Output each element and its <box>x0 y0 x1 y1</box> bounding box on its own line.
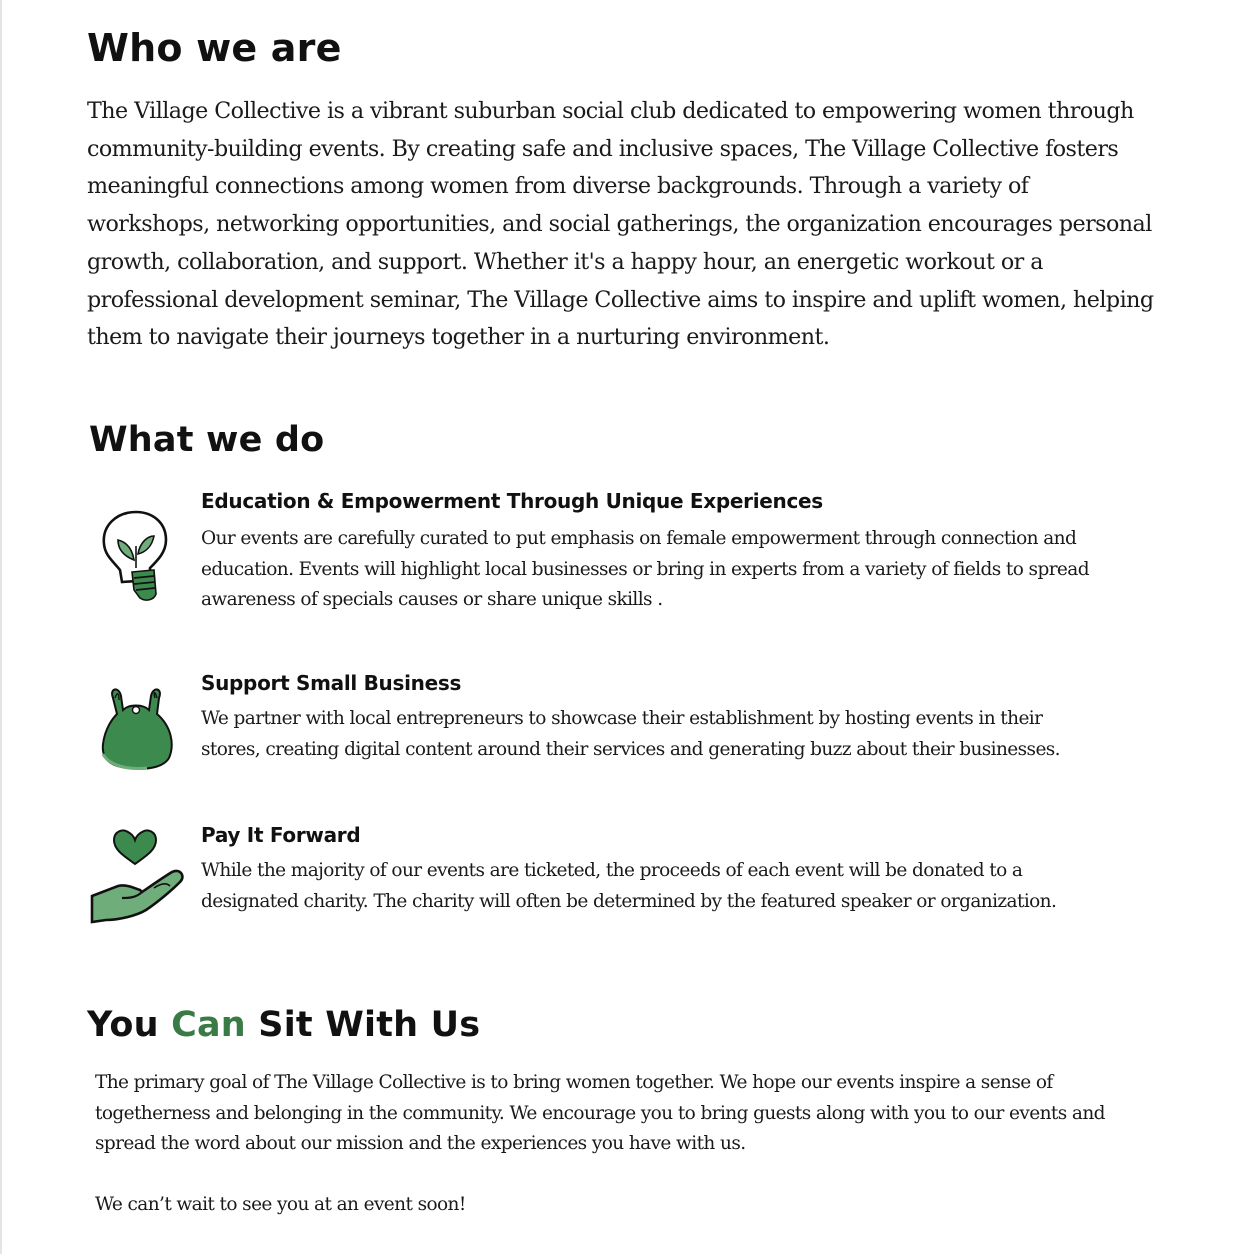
sit-with-us-paragraph: The primary goal of The Village Collective is to bring women together. We hope our events inspire a sense of togetherness and belonging in the community. We encourage you to bring guests along with you to our events and spread the word about our mission and the experiences you have with us. <box>95 1072 1105 1155</box>
heading-part: You <box>87 1005 172 1045</box>
heading-accent-word: Can <box>171 1005 246 1045</box>
who-we-are-paragraph: The Village Collective is a vibrant suburban social club dedicated to empowering women through community-building events. By creating safe and inclusive spaces, The Village Collective fosters meaningful connections among women from diverse backgrounds. Through a variety of workshops, networking opportunities, and social gatherings, the organization encourages personal growth, collaboration, and support. Whether it's a happy hour, an energetic workout or a professional development seminar, The Village Collective aims to inspire and uplift women, helping them to navigate their journeys together in a nurturing environment. <box>87 98 1154 351</box>
left-border <box>0 0 2 1254</box>
heading-part: Sit With Us <box>245 1005 481 1045</box>
feature-title: Pay It Forward <box>201 823 361 847</box>
sit-with-us-heading <box>87 1002 480 1048</box>
feature-description: We partner with local entrepreneurs to showcase their establishment by hosting events in their stores, creating digital content around their services and generating buzz about their businesses. <box>201 708 1060 760</box>
heart-hand-icon <box>88 826 188 935</box>
feature-description: While the majority of our events are ticketed, the proceeds of each event will be donated to a designated charity. The charity will often be determined by the featured speaker or organization. <box>201 860 1057 912</box>
what-we-do-heading: What we do <box>89 420 325 460</box>
feature-description: Our events are carefully curated to put emphasis on female empowerment through connection and education. Events will highlight local businesses or bring in experts from a variety of fields to spread awareness of specials causes or share unique skills . <box>201 528 1089 611</box>
feature-title: Education & Empowerment Through Unique Experiences <box>201 489 823 513</box>
who-we-are-heading: Who we are <box>87 26 342 70</box>
shopping-bag-icon <box>99 682 177 777</box>
lightbulb-icon <box>88 498 178 607</box>
closing-line: We can’t wait to see you at an event soon! <box>95 1194 466 1215</box>
feature-title: Support Small Business <box>201 671 462 695</box>
